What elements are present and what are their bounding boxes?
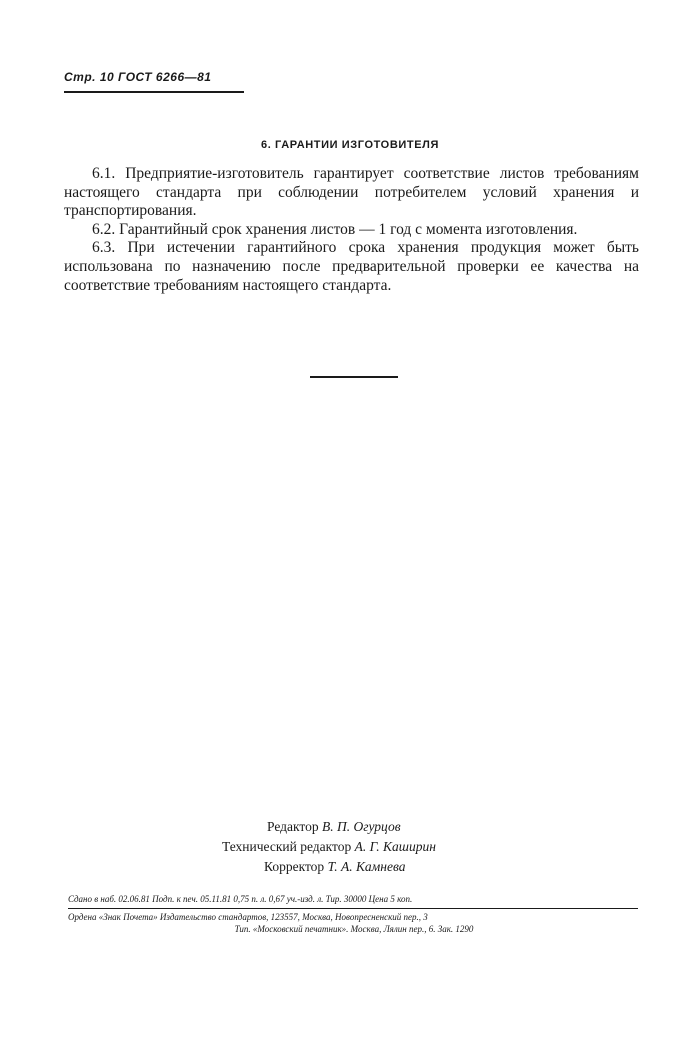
header-rule (64, 91, 244, 93)
tech-editor-role: Технический редактор (222, 839, 352, 854)
corrector-name: Т. А. Камнева (327, 859, 406, 874)
paragraph-6-3: 6.3. При истечении гарантийного срока хранения продукция может быть использована по назначению после предварительной проверки ее качества на соответствие требованиям настоящего стандарта. (64, 239, 639, 294)
credits-block (170, 817, 570, 877)
imprint-line-3: Тип. «Московский печатник». Москва, Лялин пер., 6. Зак. 1290 (234, 924, 474, 934)
corrector-role: Корректор (264, 859, 325, 874)
section-body (64, 165, 639, 295)
tech-editor-name: А. Г. Каширин (354, 839, 436, 854)
running-head: Стр. 10 ГОСТ 6266—81 (64, 70, 212, 84)
imprint-rule (68, 908, 638, 909)
imprint-line-2: Ордена «Знак Почета» Издательство стандартов, 123557, Москва, Новопресненский пер., 3 (68, 912, 428, 922)
paragraph-6-2: 6.2. Гарантийный срок хранения листов — 1 год с момента изготовления. (92, 220, 578, 238)
editor-name: В. П. Огурцов (321, 819, 401, 834)
paragraph-6-1: 6.1. Предприятие-изготовитель гарантирует соответствие листов требованиям настоящего стандарта при соблюдении потребителем условий хранения и транспортирования. (64, 165, 639, 220)
section-title: 6. ГАРАНТИИ ИЗГОТОВИТЕЛЯ (261, 139, 439, 151)
imprint-line-1: Сдано в наб. 02.06.81 Подп. к печ. 05.11.81 0,75 п. л. 0,67 уч.-изд. л. Тир. 30000 Цена 5 коп. (68, 894, 413, 904)
imprint-block (68, 893, 640, 935)
credit-tech-editor (170, 837, 570, 857)
credit-editor (170, 817, 570, 837)
credit-corrector (170, 857, 570, 877)
section-end-rule (310, 376, 398, 378)
editor-role: Редактор (267, 819, 319, 834)
